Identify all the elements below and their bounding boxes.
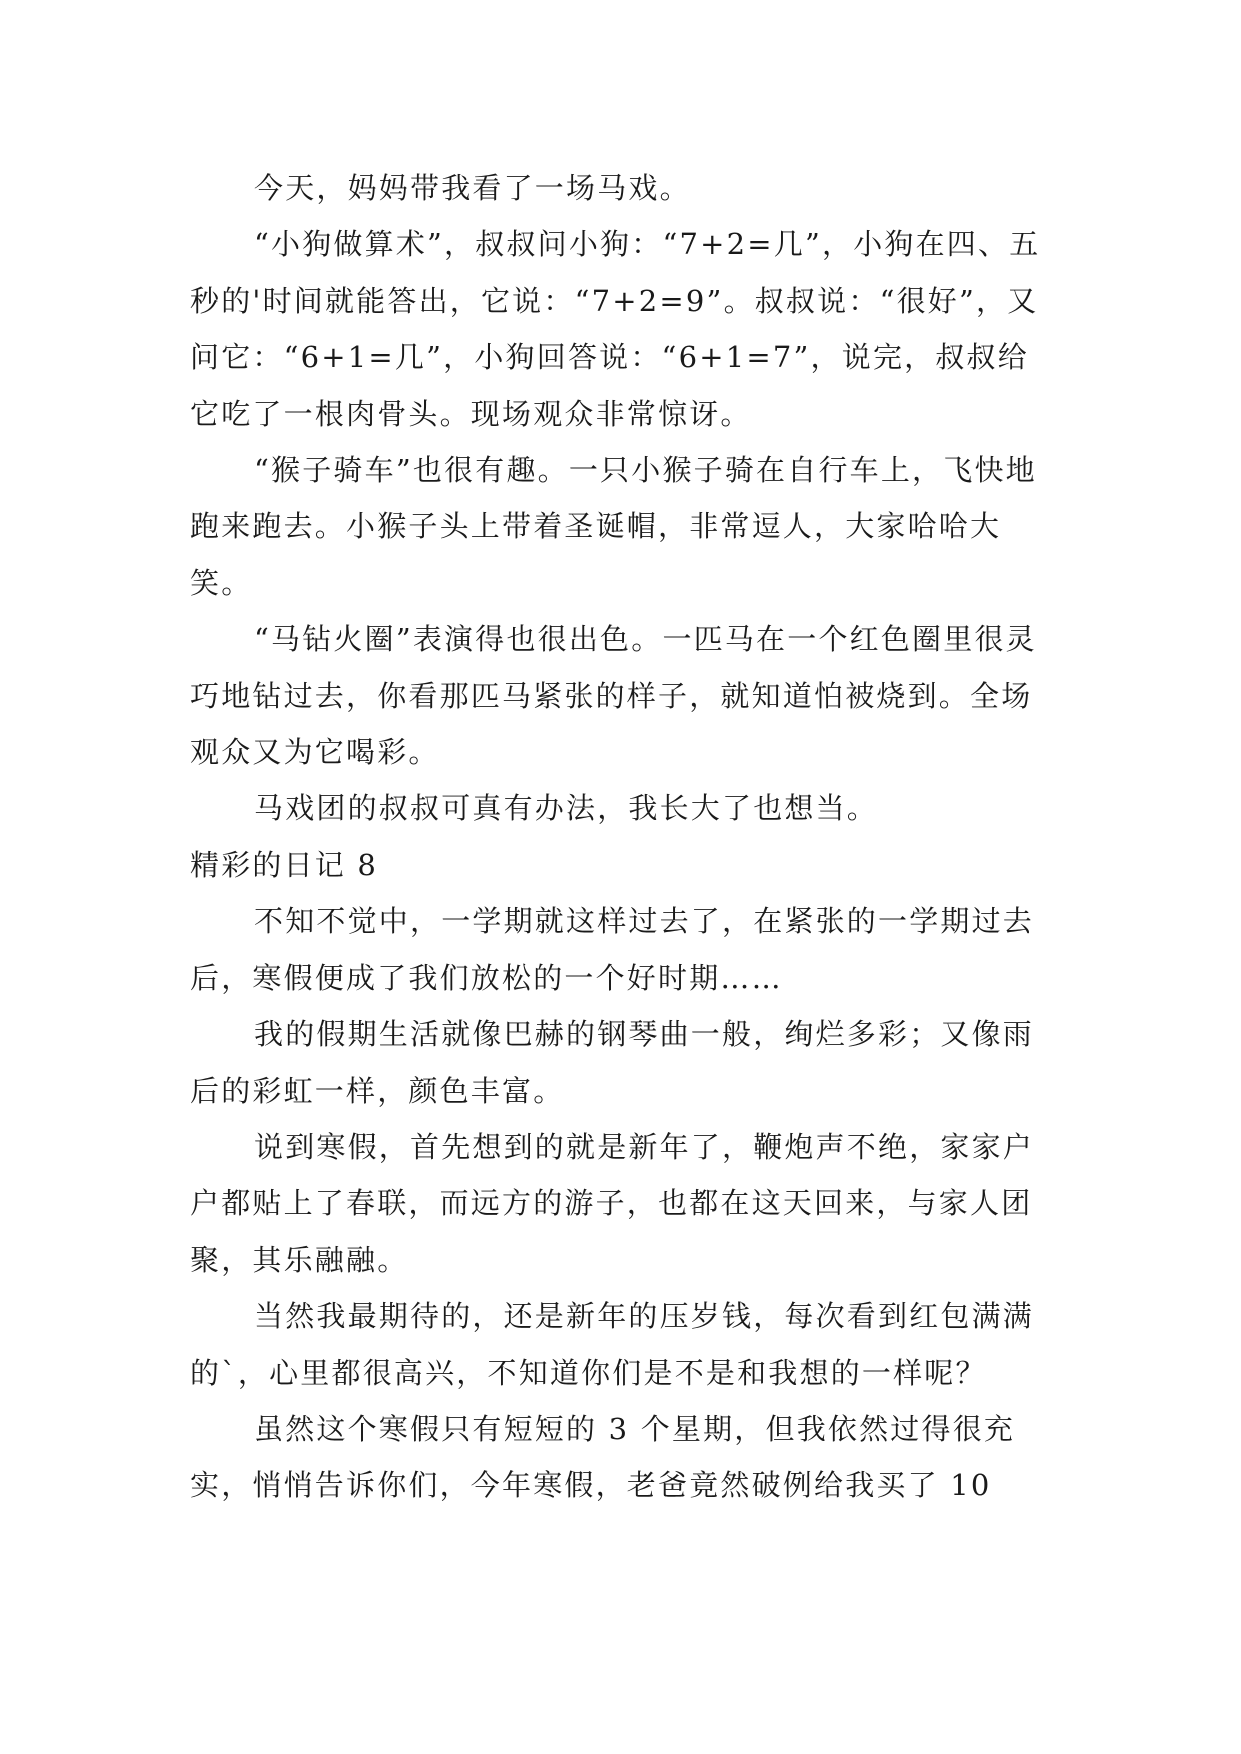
paragraph-new-year: 说到寒假，首先想到的就是新年了，鞭炮声不绝，家家户户都贴上了春联，而远方的游子，也都在这天回来，与家人团聚，其乐融融。	[190, 1129, 1035, 1277]
paragraph-horse-fire-ring: “马钻火圈”表演得也很出色。一匹马在一个红色圈里很灵巧地钻过去，你看那匹马紧张的样子，就知道怕被烧到。全场观众又为它喝彩。	[190, 622, 1037, 770]
paragraph-dog-math: “小狗做算术”，叔叔问小狗：“7+2=几”，小狗在四、五秒的'时间就能答出，它说：“7+2=9”。叔叔说：“很好”，又问它：“6+1=几”，小狗回答说：“6+1=7”，说完，叔叔给它吃了一根肉骨头。现场观众非常惊讶。	[190, 227, 1041, 431]
paragraph-red-envelope: 当然我最期待的，还是新年的压岁钱，每次看到红包满满的`，心里都很高兴，不知道你们是不是和我想的一样呢？	[190, 1299, 1035, 1390]
document-body	[190, 160, 1060, 1514]
paragraph-circus-intro: 今天，妈妈带我看了一场马戏。	[254, 171, 691, 205]
paragraph-monkey-bike: “猴子骑车”也很有趣。一只小猴子骑在自行车上，飞快地跑来跑去。小猴子头上带着圣诞帽，非常逗人，大家哈哈大笑。	[190, 453, 1037, 600]
paragraph-semester-end: 不知不觉中，一学期就这样过去了，在紧张的一学期过去后，寒假便成了我们放松的一个好时期……	[190, 904, 1035, 995]
paragraph-circus-conclusion: 马戏团的叔叔可真有办法，我长大了也想当。	[254, 791, 879, 826]
paragraph-holiday-life: 我的假期生活就像巴赫的钢琴曲一般，绚烂多彩；又像雨后的彩虹一样，颜色丰富。	[190, 1017, 1035, 1108]
section-heading: 精彩的日记 8	[190, 847, 379, 882]
paragraph-three-weeks: 虽然这个寒假只有短短的 3 个星期，但我依然过得很充实，悄悄告诉你们，今年寒假，老爸竟然破例给我买了 10	[190, 1411, 1016, 1503]
